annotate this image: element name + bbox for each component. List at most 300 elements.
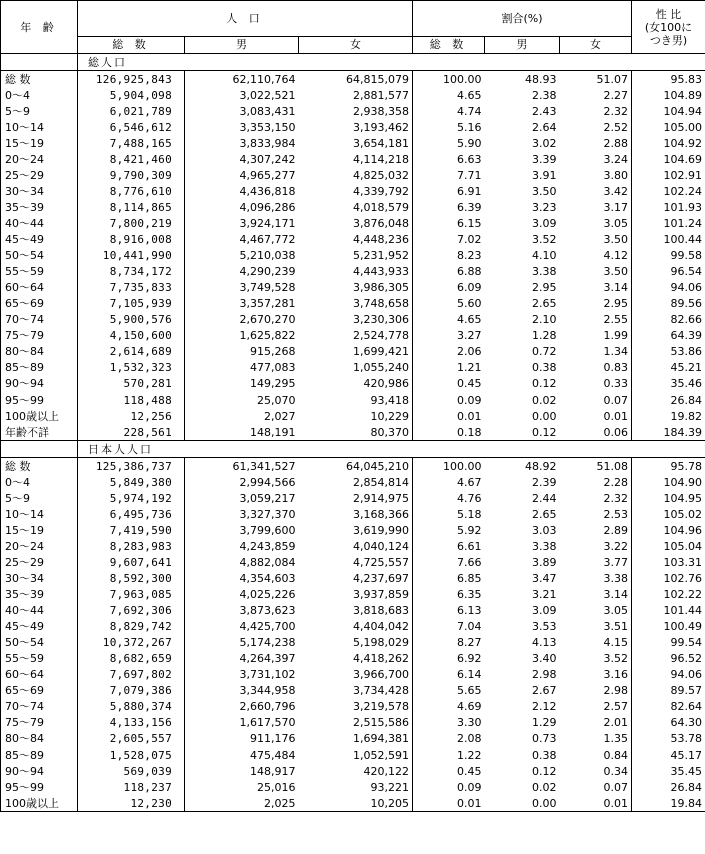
ratio-total-cell: 1.21: [457, 361, 482, 375]
female-cell: 3,966,700: [299, 667, 413, 683]
female-cell: 4,040,124: [299, 538, 413, 554]
total-cell: 8,283,983: [78, 538, 185, 554]
male-cell: 2,025: [185, 795, 299, 812]
ratio-male-cell: 2.67: [532, 684, 557, 698]
male-cell: 3,749,528: [239, 281, 296, 295]
female-cell: 3,818,683: [299, 603, 413, 619]
table-row: [1, 667, 705, 683]
ratio-male-cell: 3.09: [532, 604, 557, 618]
male-cell: 3,083,431: [239, 104, 296, 118]
ratio-male-cell: 0.72: [532, 345, 557, 359]
male-cell: 475,484: [250, 748, 296, 762]
age-cell: 総 数: [1, 71, 78, 88]
female-cell: 2,938,358: [299, 103, 413, 119]
sex-ratio-cell: 101.93: [632, 199, 705, 215]
ratio-male-cell: 2.95: [532, 281, 557, 295]
sex-ratio-cell: 96.52: [632, 651, 705, 667]
age-cell: 70～74: [1, 312, 78, 328]
ratio-total-cell: 4.65: [457, 313, 482, 327]
male-cell: 3,873,623: [239, 604, 296, 618]
ratio-male-cell: 2.65: [532, 297, 557, 311]
ratio-total-cell: 3.30: [457, 716, 482, 730]
male-cell: 2,994,566: [239, 475, 296, 489]
male-cell: 61,341,527: [232, 459, 296, 473]
total-cell: 4,150,600: [78, 328, 185, 344]
male-cell: 915,268: [250, 345, 296, 359]
ratio-female-cell: 0.01: [560, 795, 632, 812]
female-cell: 420,986: [299, 376, 413, 392]
header-ratio: 割合(%): [413, 1, 632, 37]
ratio-male-cell: 0.38: [532, 361, 557, 375]
ratio-male-cell: 3.21: [532, 588, 557, 602]
ratio-total-cell: 6.92: [457, 652, 482, 666]
total-cell: 569,039: [78, 763, 185, 779]
ratio-female-cell: 3.14: [560, 587, 632, 603]
sex-ratio-cell: 45.21: [632, 360, 705, 376]
age-cell: 90～94: [1, 376, 78, 392]
table-row: [1, 103, 705, 119]
ratio-male-cell: 3.50: [532, 184, 557, 198]
age-cell: 40～44: [1, 215, 78, 231]
table-row: [1, 167, 705, 183]
age-cell: 0～4: [1, 87, 78, 103]
ratio-total-cell: 5.18: [457, 507, 482, 521]
age-cell: 50～54: [1, 248, 78, 264]
ratio-total-cell: 0.01: [457, 409, 482, 423]
sex-ratio-cell: 105.04: [632, 538, 705, 554]
age-cell: 10～14: [1, 119, 78, 135]
table-row: [1, 587, 705, 603]
male-cell: 4,354,603: [239, 572, 296, 586]
total-cell: 5,900,576: [78, 312, 185, 328]
male-cell: 477,083: [250, 361, 296, 375]
ratio-female-cell: 1.99: [560, 328, 632, 344]
female-cell: 5,231,952: [299, 248, 413, 264]
header-sex-ratio: [632, 1, 705, 54]
sex-ratio-cell: 104.90: [632, 474, 705, 490]
ratio-male-cell: 4.10: [532, 249, 557, 263]
age-cell: 55～59: [1, 651, 78, 667]
ratio-female-cell: 3.05: [560, 215, 632, 231]
total-cell: 4,133,156: [78, 715, 185, 731]
sex-ratio-cell: 99.58: [632, 248, 705, 264]
table-row: [1, 264, 705, 280]
table-row: [1, 715, 705, 731]
table-header: [1, 1, 705, 54]
ratio-total-cell: 5.90: [457, 136, 482, 150]
section-label: 総人口: [78, 54, 705, 71]
table-row: [1, 360, 705, 376]
ratio-total-cell: 5.16: [457, 120, 482, 134]
ratio-female-cell: 2.98: [560, 683, 632, 699]
table-row: [1, 506, 705, 522]
age-cell: 85～89: [1, 747, 78, 763]
female-cell: 4,443,933: [299, 264, 413, 280]
table-row: [1, 87, 705, 103]
table-row: [1, 183, 705, 199]
age-cell: 25～29: [1, 554, 78, 570]
male-cell: 2,670,270: [239, 313, 296, 327]
ratio-female-cell: 0.07: [560, 392, 632, 408]
sex-ratio-cell: 19.82: [632, 408, 705, 424]
sex-ratio-cell: 89.57: [632, 683, 705, 699]
female-cell: 3,654,181: [299, 135, 413, 151]
male-cell: 148,191: [250, 425, 296, 439]
age-cell: 15～19: [1, 522, 78, 538]
sex-ratio-cell: 26.84: [632, 779, 705, 795]
female-cell: 2,914,975: [299, 490, 413, 506]
male-cell: 5,174,238: [239, 636, 296, 650]
female-cell: 64,815,079: [299, 71, 413, 88]
female-cell: 1,699,421: [299, 344, 413, 360]
table-row: [1, 408, 705, 424]
age-cell: 45～49: [1, 232, 78, 248]
total-cell: 10,441,990: [78, 248, 185, 264]
ratio-male-cell: 0.12: [532, 425, 557, 439]
female-cell: 4,237,697: [299, 571, 413, 587]
age-cell: 20～24: [1, 151, 78, 167]
male-cell: 3,833,984: [239, 136, 296, 150]
ratio-male-cell: 0.12: [532, 377, 557, 391]
sex-ratio-cell: 94.06: [632, 280, 705, 296]
ratio-total-cell: 4.67: [457, 475, 482, 489]
table-row: [1, 795, 705, 812]
ratio-total-cell: 100.00: [443, 72, 482, 86]
sex-ratio-cell: 82.66: [632, 312, 705, 328]
ratio-female-cell: 0.83: [560, 360, 632, 376]
header-sex-ratio-line3: つき男): [649, 33, 688, 47]
male-cell: 4,096,286: [239, 200, 296, 214]
sex-ratio-cell: 184.39: [632, 424, 705, 441]
ratio-male-cell: 1.29: [532, 716, 557, 730]
ratio-female-cell: 2.95: [560, 296, 632, 312]
ratio-total-cell: 4.76: [457, 491, 482, 505]
table-row: [1, 344, 705, 360]
total-cell: 8,734,172: [78, 264, 185, 280]
total-cell: 126,925,843: [78, 71, 185, 88]
ratio-male-cell: 2.98: [532, 668, 557, 682]
male-cell: 3,022,521: [239, 88, 296, 102]
ratio-male-cell: 3.40: [532, 652, 557, 666]
male-cell: 3,357,281: [239, 297, 296, 311]
age-cell: 25～29: [1, 167, 78, 183]
ratio-female-cell: 3.51: [560, 619, 632, 635]
age-cell: 30～34: [1, 571, 78, 587]
sex-ratio-cell: 104.95: [632, 490, 705, 506]
ratio-female-cell: 2.27: [560, 87, 632, 103]
total-cell: 8,829,742: [78, 619, 185, 635]
female-cell: 93,221: [299, 779, 413, 795]
age-cell: 35～39: [1, 199, 78, 215]
ratio-male-cell: 3.38: [532, 265, 557, 279]
female-cell: 3,219,578: [299, 699, 413, 715]
male-cell: 4,307,242: [239, 152, 296, 166]
ratio-female-cell: 0.33: [560, 376, 632, 392]
ratio-total-cell: 7.04: [457, 620, 482, 634]
female-cell: 3,748,658: [299, 296, 413, 312]
ratio-female-cell: 4.15: [560, 635, 632, 651]
ratio-total-cell: 5.60: [457, 297, 482, 311]
ratio-male-cell: 2.65: [532, 507, 557, 521]
ratio-total-cell: 5.65: [457, 684, 482, 698]
ratio-total-cell: 100.00: [443, 459, 482, 473]
ratio-male-cell: 3.52: [532, 233, 557, 247]
age-cell: 5～9: [1, 490, 78, 506]
section-header-blank: [1, 54, 78, 71]
female-cell: 2,524,778: [299, 328, 413, 344]
female-cell: 3,619,990: [299, 522, 413, 538]
total-cell: 118,488: [78, 392, 185, 408]
total-cell: 7,488,165: [78, 135, 185, 151]
age-cell: 50～54: [1, 635, 78, 651]
total-cell: 8,421,460: [78, 151, 185, 167]
ratio-total-cell: 7.02: [457, 233, 482, 247]
ratio-female-cell: 2.89: [560, 522, 632, 538]
male-cell: 4,425,700: [239, 620, 296, 634]
section-label: 日本人人口: [78, 441, 705, 458]
table-row: [1, 651, 705, 667]
male-cell: 2,027: [264, 409, 296, 423]
age-cell: 15～19: [1, 135, 78, 151]
male-cell: 5,210,038: [239, 249, 296, 263]
male-cell: 4,965,277: [239, 168, 296, 182]
male-cell: 3,353,150: [239, 120, 296, 134]
total-cell: 5,849,380: [78, 474, 185, 490]
total-cell: 10,372,267: [78, 635, 185, 651]
ratio-male-cell: 3.38: [532, 539, 557, 553]
male-cell: 25,016: [257, 780, 296, 794]
total-cell: 570,281: [78, 376, 185, 392]
total-cell: 6,546,612: [78, 119, 185, 135]
age-cell: 5～9: [1, 103, 78, 119]
female-cell: 3,193,462: [299, 119, 413, 135]
header-ratio-total: 総 数: [413, 36, 485, 53]
sex-ratio-cell: 103.31: [632, 554, 705, 570]
age-cell: 55～59: [1, 264, 78, 280]
total-cell: 12,230: [78, 795, 185, 812]
age-cell: 70～74: [1, 699, 78, 715]
male-cell: 3,799,600: [239, 523, 296, 537]
sex-ratio-cell: 53.78: [632, 731, 705, 747]
ratio-female-cell: 2.32: [560, 103, 632, 119]
header-female: 女: [299, 36, 413, 53]
total-cell: 7,735,833: [78, 280, 185, 296]
female-cell: 4,114,218: [299, 151, 413, 167]
total-cell: 5,904,098: [78, 87, 185, 103]
sex-ratio-cell: 104.92: [632, 135, 705, 151]
ratio-male-cell: 2.12: [532, 700, 557, 714]
ratio-male-cell: 0.00: [532, 409, 557, 423]
age-cell: 80～84: [1, 731, 78, 747]
ratio-female-cell: 0.84: [560, 747, 632, 763]
total-cell: 7,079,386: [78, 683, 185, 699]
sex-ratio-cell: 53.86: [632, 344, 705, 360]
ratio-total-cell: 6.63: [457, 152, 482, 166]
male-cell: 1,625,822: [239, 329, 296, 343]
ratio-male-cell: 3.53: [532, 620, 557, 634]
ratio-male-cell: 2.44: [532, 491, 557, 505]
sex-ratio-cell: 101.24: [632, 215, 705, 231]
ratio-male-cell: 3.89: [532, 555, 557, 569]
female-cell: 4,339,792: [299, 183, 413, 199]
table-row: [1, 119, 705, 135]
age-cell: 95～99: [1, 779, 78, 795]
ratio-female-cell: 3.50: [560, 232, 632, 248]
female-cell: 93,418: [299, 392, 413, 408]
male-cell: 148,917: [250, 764, 296, 778]
ratio-total-cell: 4.74: [457, 104, 482, 118]
age-cell: 65～69: [1, 296, 78, 312]
male-cell: 149,295: [250, 377, 296, 391]
table-row: [1, 619, 705, 635]
ratio-male-cell: 48.93: [525, 72, 557, 86]
ratio-total-cell: 4.65: [457, 88, 482, 102]
total-cell: 8,916,008: [78, 232, 185, 248]
female-cell: 4,404,042: [299, 619, 413, 635]
age-cell: 60～64: [1, 667, 78, 683]
table-row: [1, 424, 705, 441]
ratio-total-cell: 0.09: [457, 393, 482, 407]
age-cell: 年齢不詳: [1, 424, 78, 441]
ratio-male-cell: 2.39: [532, 475, 557, 489]
ratio-female-cell: 3.05: [560, 603, 632, 619]
table-row: [1, 248, 705, 264]
age-cell: 90～94: [1, 763, 78, 779]
ratio-male-cell: 2.38: [532, 88, 557, 102]
total-cell: 7,800,219: [78, 215, 185, 231]
male-cell: 4,243,859: [239, 539, 296, 553]
age-cell: 20～24: [1, 538, 78, 554]
ratio-female-cell: 0.07: [560, 779, 632, 795]
sex-ratio-cell: 104.94: [632, 103, 705, 119]
section-header-japanese-population: [1, 441, 705, 458]
table-body: [1, 54, 705, 812]
total-cell: 1,528,075: [78, 747, 185, 763]
ratio-male-cell: 3.02: [532, 136, 557, 150]
male-cell: 25,070: [257, 393, 296, 407]
table-row: [1, 151, 705, 167]
ratio-female-cell: 2.52: [560, 119, 632, 135]
ratio-total-cell: 6.88: [457, 265, 482, 279]
female-cell: 4,018,579: [299, 199, 413, 215]
ratio-total-cell: 0.09: [457, 780, 482, 794]
ratio-male-cell: 2.10: [532, 313, 557, 327]
table-row: [1, 554, 705, 570]
ratio-female-cell: 2.88: [560, 135, 632, 151]
ratio-total-cell: 0.45: [457, 377, 482, 391]
ratio-total-cell: 7.71: [457, 168, 482, 182]
female-cell: 10,229: [299, 408, 413, 424]
female-cell: 2,854,814: [299, 474, 413, 490]
male-cell: 4,467,772: [239, 233, 296, 247]
ratio-total-cell: 4.69: [457, 700, 482, 714]
sex-ratio-cell: 45.17: [632, 747, 705, 763]
sex-ratio-cell: 64.30: [632, 715, 705, 731]
female-cell: 10,205: [299, 795, 413, 812]
age-cell: 75～79: [1, 715, 78, 731]
ratio-female-cell: 2.01: [560, 715, 632, 731]
header-sex-ratio-line2: (女100に: [644, 20, 693, 34]
female-cell: 1,052,591: [299, 747, 413, 763]
ratio-total-cell: 6.09: [457, 281, 482, 295]
sex-ratio-cell: 102.24: [632, 183, 705, 199]
ratio-female-cell: 3.22: [560, 538, 632, 554]
ratio-male-cell: 0.00: [485, 795, 560, 812]
ratio-total-cell: 0.01: [413, 795, 485, 812]
section-header-total-population: [1, 54, 705, 71]
table-row: [1, 71, 705, 88]
ratio-total-cell: 5.92: [457, 523, 482, 537]
total-cell: 118,237: [78, 779, 185, 795]
ratio-female-cell: 1.35: [560, 731, 632, 747]
female-cell: 1,694,381: [299, 731, 413, 747]
ratio-female-cell: 3.38: [560, 571, 632, 587]
total-cell: 8,592,300: [78, 571, 185, 587]
female-cell: 2,515,586: [299, 715, 413, 731]
header-total: 総 数: [78, 36, 185, 53]
female-cell: 80,370: [299, 424, 413, 441]
ratio-total-cell: 0.18: [457, 425, 482, 439]
ratio-female-cell: 0.06: [560, 424, 632, 441]
sex-ratio-cell: 89.56: [632, 296, 705, 312]
ratio-total-cell: 6.91: [457, 184, 482, 198]
ratio-male-cell: 3.23: [532, 200, 557, 214]
female-cell: 3,734,428: [299, 683, 413, 699]
table-row: [1, 779, 705, 795]
ratio-male-cell: 0.38: [532, 748, 557, 762]
total-cell: 9,790,309: [78, 167, 185, 183]
female-cell: 4,825,032: [299, 167, 413, 183]
total-cell: 228,561: [78, 424, 185, 441]
table-row: [1, 232, 705, 248]
ratio-male-cell: 48.92: [525, 459, 557, 473]
female-cell: 3,986,305: [299, 280, 413, 296]
ratio-female-cell: 3.77: [560, 554, 632, 570]
header-male: 男: [185, 36, 299, 53]
sex-ratio-cell: 102.91: [632, 167, 705, 183]
table-row: [1, 635, 705, 651]
table-row: [1, 215, 705, 231]
age-cell: 45～49: [1, 619, 78, 635]
sex-ratio-cell: 35.46: [632, 376, 705, 392]
age-cell: 95～99: [1, 392, 78, 408]
table-row: [1, 135, 705, 151]
age-cell: 100歳以上: [1, 795, 78, 812]
female-cell: 3,168,366: [299, 506, 413, 522]
table-row: [1, 376, 705, 392]
ratio-male-cell: 0.02: [532, 780, 557, 794]
header-population: 人 口: [78, 1, 413, 37]
table-row: [1, 458, 705, 475]
total-cell: 7,692,306: [78, 603, 185, 619]
total-cell: 5,880,374: [78, 699, 185, 715]
table-row: [1, 522, 705, 538]
total-cell: 12,256: [78, 408, 185, 424]
male-cell: 3,059,217: [239, 491, 296, 505]
table-row: [1, 731, 705, 747]
female-cell: 4,725,557: [299, 554, 413, 570]
male-cell: 4,025,226: [239, 588, 296, 602]
male-cell: 3,327,370: [239, 507, 296, 521]
age-cell: 35～39: [1, 587, 78, 603]
sex-ratio-cell: 104.89: [632, 87, 705, 103]
table-row: [1, 763, 705, 779]
sex-ratio-cell: 100.44: [632, 232, 705, 248]
section-header-blank: [1, 441, 78, 458]
sex-ratio-cell: 102.22: [632, 587, 705, 603]
male-cell: 3,924,171: [239, 216, 296, 230]
ratio-female-cell: 3.50: [560, 264, 632, 280]
